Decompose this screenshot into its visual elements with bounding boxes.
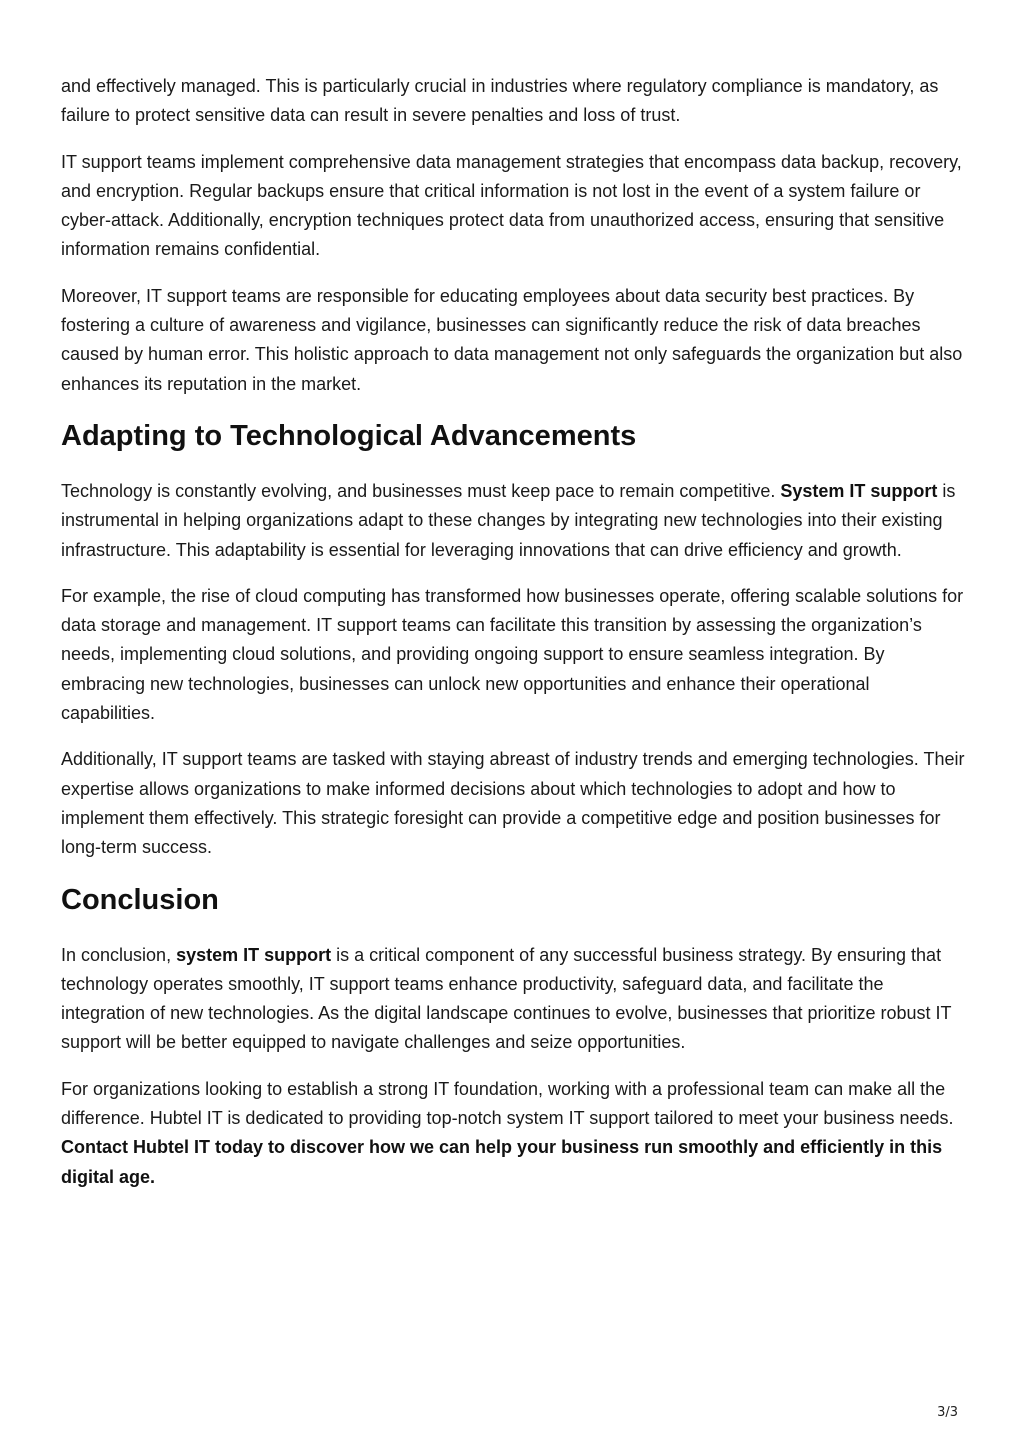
paragraph-text: For organizations looking to establish a strong IT foundation, working with a professional team can make all the difference. Hubtel IT is dedicated to providing top-notch system IT support tailored to meet your business needs. <box>61 1078 954 1129</box>
document-page <box>61 72 966 1209</box>
paragraph-intro-2: IT support teams implement comprehensive data management strategies that encompass data backup, recovery, and encryption. Regular backups ensure that critical information is not lost in the event of a system failure or cyber-attack. Additionally, encryption techniques protect data from unauthorized access, ensuring that sensitive information remains confidential. <box>61 151 962 260</box>
paragraph-intro-1: and effectively managed. This is particularly crucial in industries where regulatory compliance is mandatory, as failure to protect sensitive data can result in severe penalties and loss of trust. <box>61 76 939 126</box>
section-heading-adapting: Adapting to Technological Advancements <box>61 419 637 452</box>
paragraph-intro-3: Moreover, IT support teams are responsible for educating employees about data security best practices. By fostering a culture of awareness and vigilance, businesses can significantly reduce the risk of data breaches caused by human error. This holistic approach to data management not only safeguards the organization but also enhances its reputation in the market. <box>61 285 963 394</box>
paragraph-conclusion-1 <box>61 941 966 1058</box>
bold-keyword: system IT support <box>176 944 332 965</box>
call-to-action-text: Contact Hubtel IT today to discover how we can help your business run smoothly and efficiently in this digital age. <box>61 1137 943 1187</box>
bold-keyword: System IT support <box>780 480 938 501</box>
section-heading-conclusion: Conclusion <box>61 883 219 916</box>
paragraph-adapting-1 <box>61 477 966 565</box>
paragraph-text: In conclusion, <box>61 944 177 965</box>
page-number: 3/3 <box>937 1405 958 1420</box>
paragraph-conclusion-2 <box>61 1075 966 1192</box>
paragraph-text: is a critical component of any successful business strategy. By ensuring that technology operates smoothly, IT support teams enhance productivity, safeguard data, and facilitate the integration of new technologies. As the digital landscape continues to evolve, businesses that prioritize robust IT support will be better equipped to navigate challenges and seize opportunities. <box>61 944 952 1053</box>
paragraph-text: is instrumental in helping organizations adapt to these changes by integrating new technologies into their existing infrastructure. This adaptability is essential for leveraging innovations that can drive efficiency and growth. <box>61 480 956 560</box>
paragraph-adapting-3: Additionally, IT support teams are tasked with staying abreast of industry trends and emerging technologies. Their expertise allows organizations to make informed decisions about which technologies to adopt and how to implement them effectively. This strategic foresight can provide a competitive edge and position businesses for long-term success. <box>61 749 965 858</box>
paragraph-text: Technology is constantly evolving, and businesses must keep pace to remain competitive. <box>61 480 781 501</box>
paragraph-adapting-2: For example, the rise of cloud computing has transformed how businesses operate, offering scalable solutions for data storage and management. IT support teams can facilitate this transition by assessing the organization’s needs, implementing cloud solutions, and providing ongoing support to ensure seamless integration. By embracing new technologies, businesses can unlock new opportunities and enhance their operational capabilities. <box>61 585 964 724</box>
